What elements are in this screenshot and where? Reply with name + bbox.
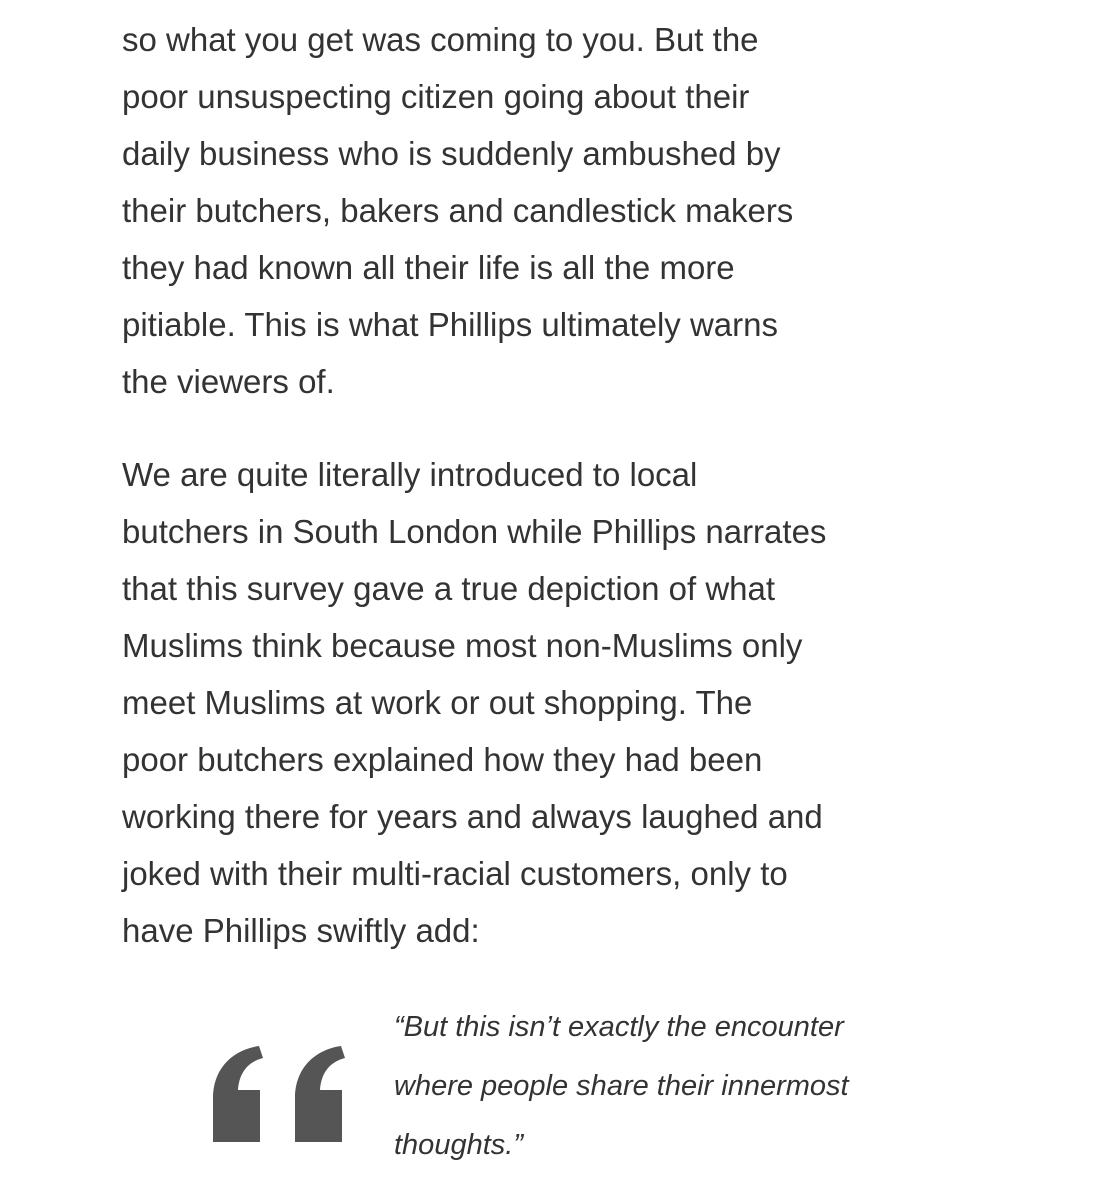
article-paragraph: We are quite literally introduced to local butchers in South London while Phillips narrates that this survey gave a true depiction of what Muslims think because most non-Muslims only meet Muslims at work or out shopping. The poor butchers explained how they had been working there for years and always laughed and joked with their multi-racial customers, only to have Phillips swiftly add: bbox=[122, 456, 827, 949]
blockquote-text: “But this isn’t exactly the encounter where people share their innermost thoughts.” bbox=[394, 1011, 849, 1161]
quote-mark-icon bbox=[205, 1046, 355, 1146]
article-paragraph: so what you get was coming to you. But the poor unsuspecting citizen going about their daily business who is suddenly ambushed by their butchers, bakers and candlestick makers they had known all their life is all the more pitiable. This is what Phillips ultimately warns the viewers of. bbox=[122, 21, 794, 400]
blockquote bbox=[205, 998, 925, 1198]
